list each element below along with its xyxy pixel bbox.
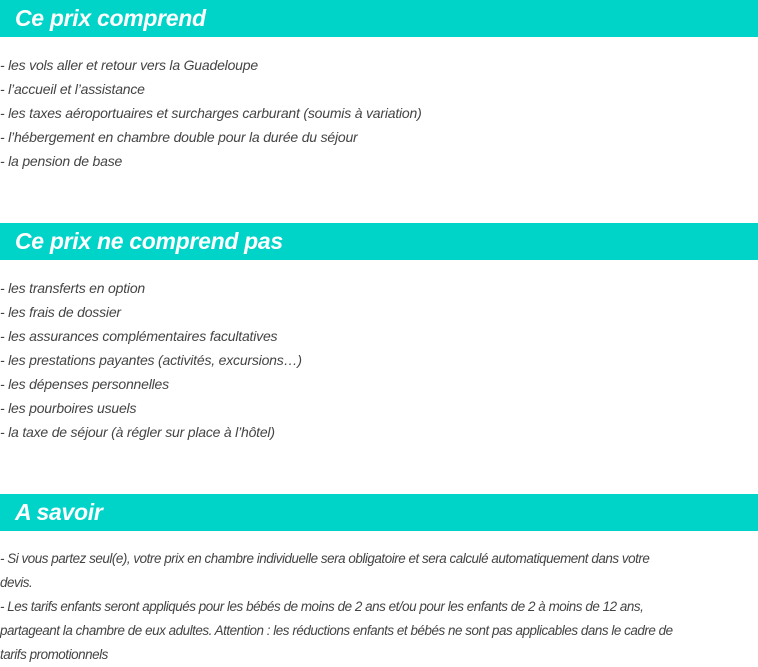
list-item: - les pourboires usuels — [0, 400, 137, 416]
list-item: - les dépenses personnelles — [0, 376, 169, 392]
list-item: - la pension de base — [0, 153, 123, 169]
good-to-know-text — [0, 547, 758, 667]
list-item: - les vols aller et retour vers la Guadeloupe — [0, 57, 258, 73]
list-item: - les assurances complémentaires facultatives — [0, 328, 278, 344]
text-line: devis. — [0, 575, 33, 590]
section-header: Ce prix ne comprend pas — [0, 223, 758, 260]
text-line: partageant la chambre de eux adultes. Attention : les réductions enfants et bébés ne sont pas applicables dans le cadre de — [0, 623, 673, 638]
included-list — [0, 53, 758, 173]
not-included-list — [0, 276, 758, 444]
list-item: - les prestations payantes (activités, excursions…) — [0, 352, 302, 368]
list-item: - l’hébergement en chambre double pour la durée du séjour — [0, 129, 358, 145]
section-not-included — [0, 223, 758, 444]
list-item: - les frais de dossier — [0, 304, 121, 320]
text-line: - Les tarifs enfants seront appliqués pour les bébés de moins de 2 ans et/ou pour les enfants de 2 à moins de 12 ans, — [0, 599, 644, 614]
section-included — [0, 0, 758, 173]
list-item: - la taxe de séjour (à régler sur place à l’hôtel) — [0, 424, 275, 440]
section-header: A savoir — [0, 494, 758, 531]
section-good-to-know — [0, 494, 758, 667]
list-item: - l’accueil et l’assistance — [0, 81, 145, 97]
text-line: tarifs promotionnels — [0, 647, 108, 662]
section-header: Ce prix comprend — [0, 0, 758, 37]
text-line: - Si vous partez seul(e), votre prix en chambre individuelle sera obligatoire et sera calculé automatiquement dans votre — [0, 551, 650, 566]
list-item: - les taxes aéroportuaires et surcharges carburant (soumis à variation) — [0, 105, 422, 121]
list-item: - les transferts en option — [0, 280, 145, 296]
